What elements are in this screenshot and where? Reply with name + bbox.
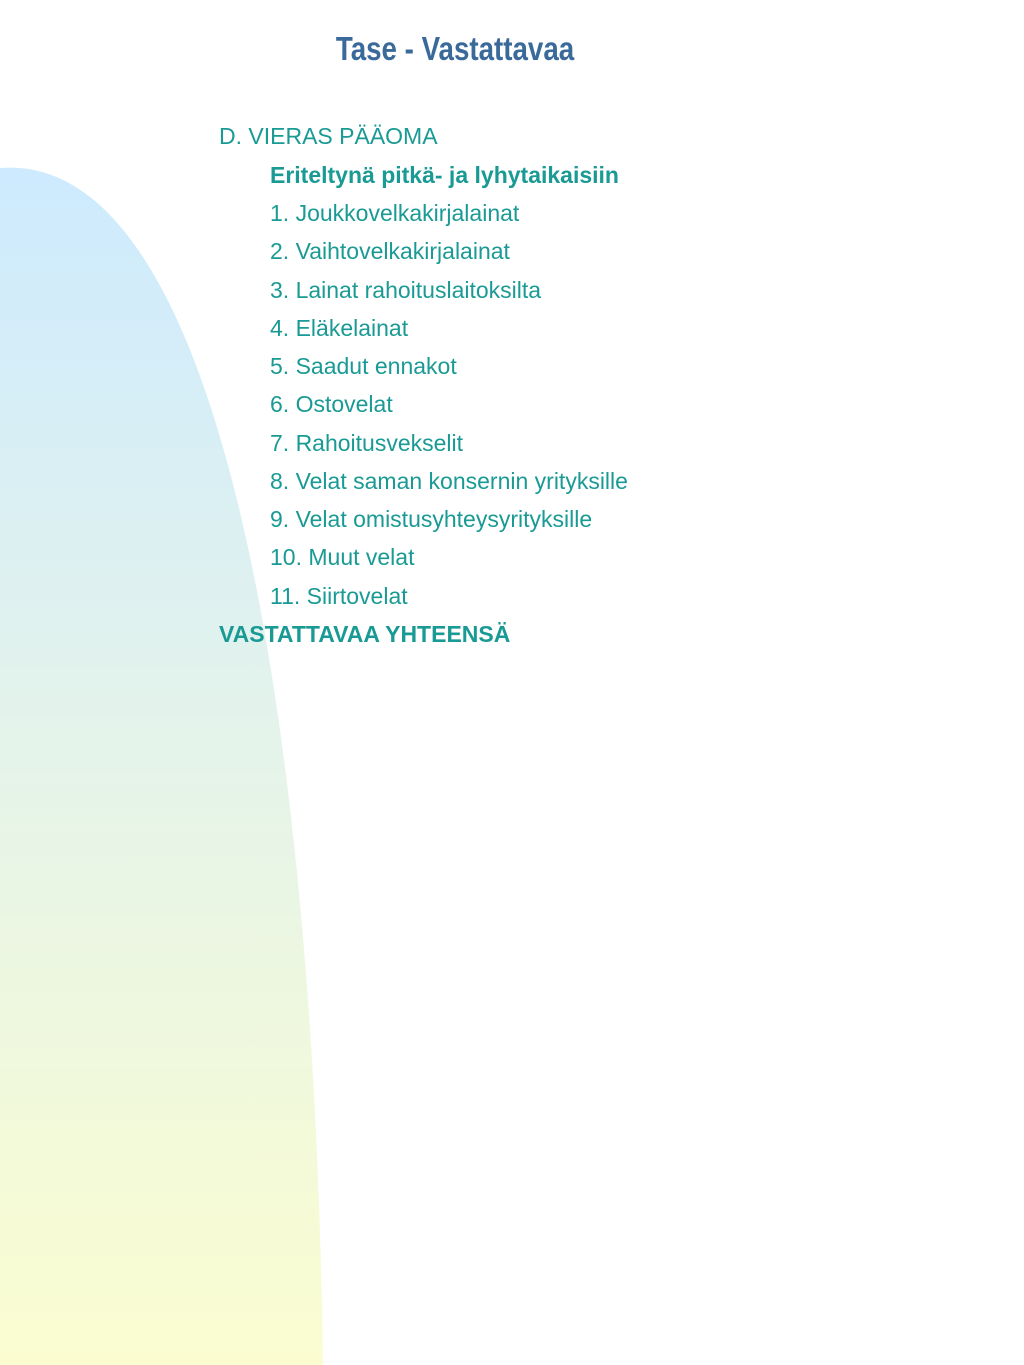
list-item: 5. Saadut ennakot [270, 353, 457, 379]
list-item: 9. Velat omistusyhteysyrityksille [270, 506, 593, 532]
list-item: 7. Rahoitusvekselit [270, 430, 464, 456]
list-item: 4. Eläkelainat [270, 315, 409, 341]
list-item: 8. Velat saman konsernin yrityksille [270, 468, 628, 494]
subheading: Eriteltynä pitkä- ja lyhytaikaisiin [270, 162, 619, 188]
list-item: 1. Joukkovelkakirjalainat [270, 200, 520, 226]
section-heading: D. VIERAS PÄÄOMA [219, 123, 438, 149]
list-item: 2. Vaihtovelkakirjalainat [270, 238, 510, 264]
list-item: 3. Lainat rahoituslaitoksilta [270, 277, 542, 303]
list-item: 6. Ostovelat [270, 391, 393, 417]
list-item: 10. Muut velat [270, 544, 415, 570]
list-item: 11. Siirtovelat [270, 583, 408, 609]
page-title: Tase - Vastattavaa [335, 30, 575, 67]
total-heading: VASTATTAVAA YHTEENSÄ [219, 621, 511, 647]
